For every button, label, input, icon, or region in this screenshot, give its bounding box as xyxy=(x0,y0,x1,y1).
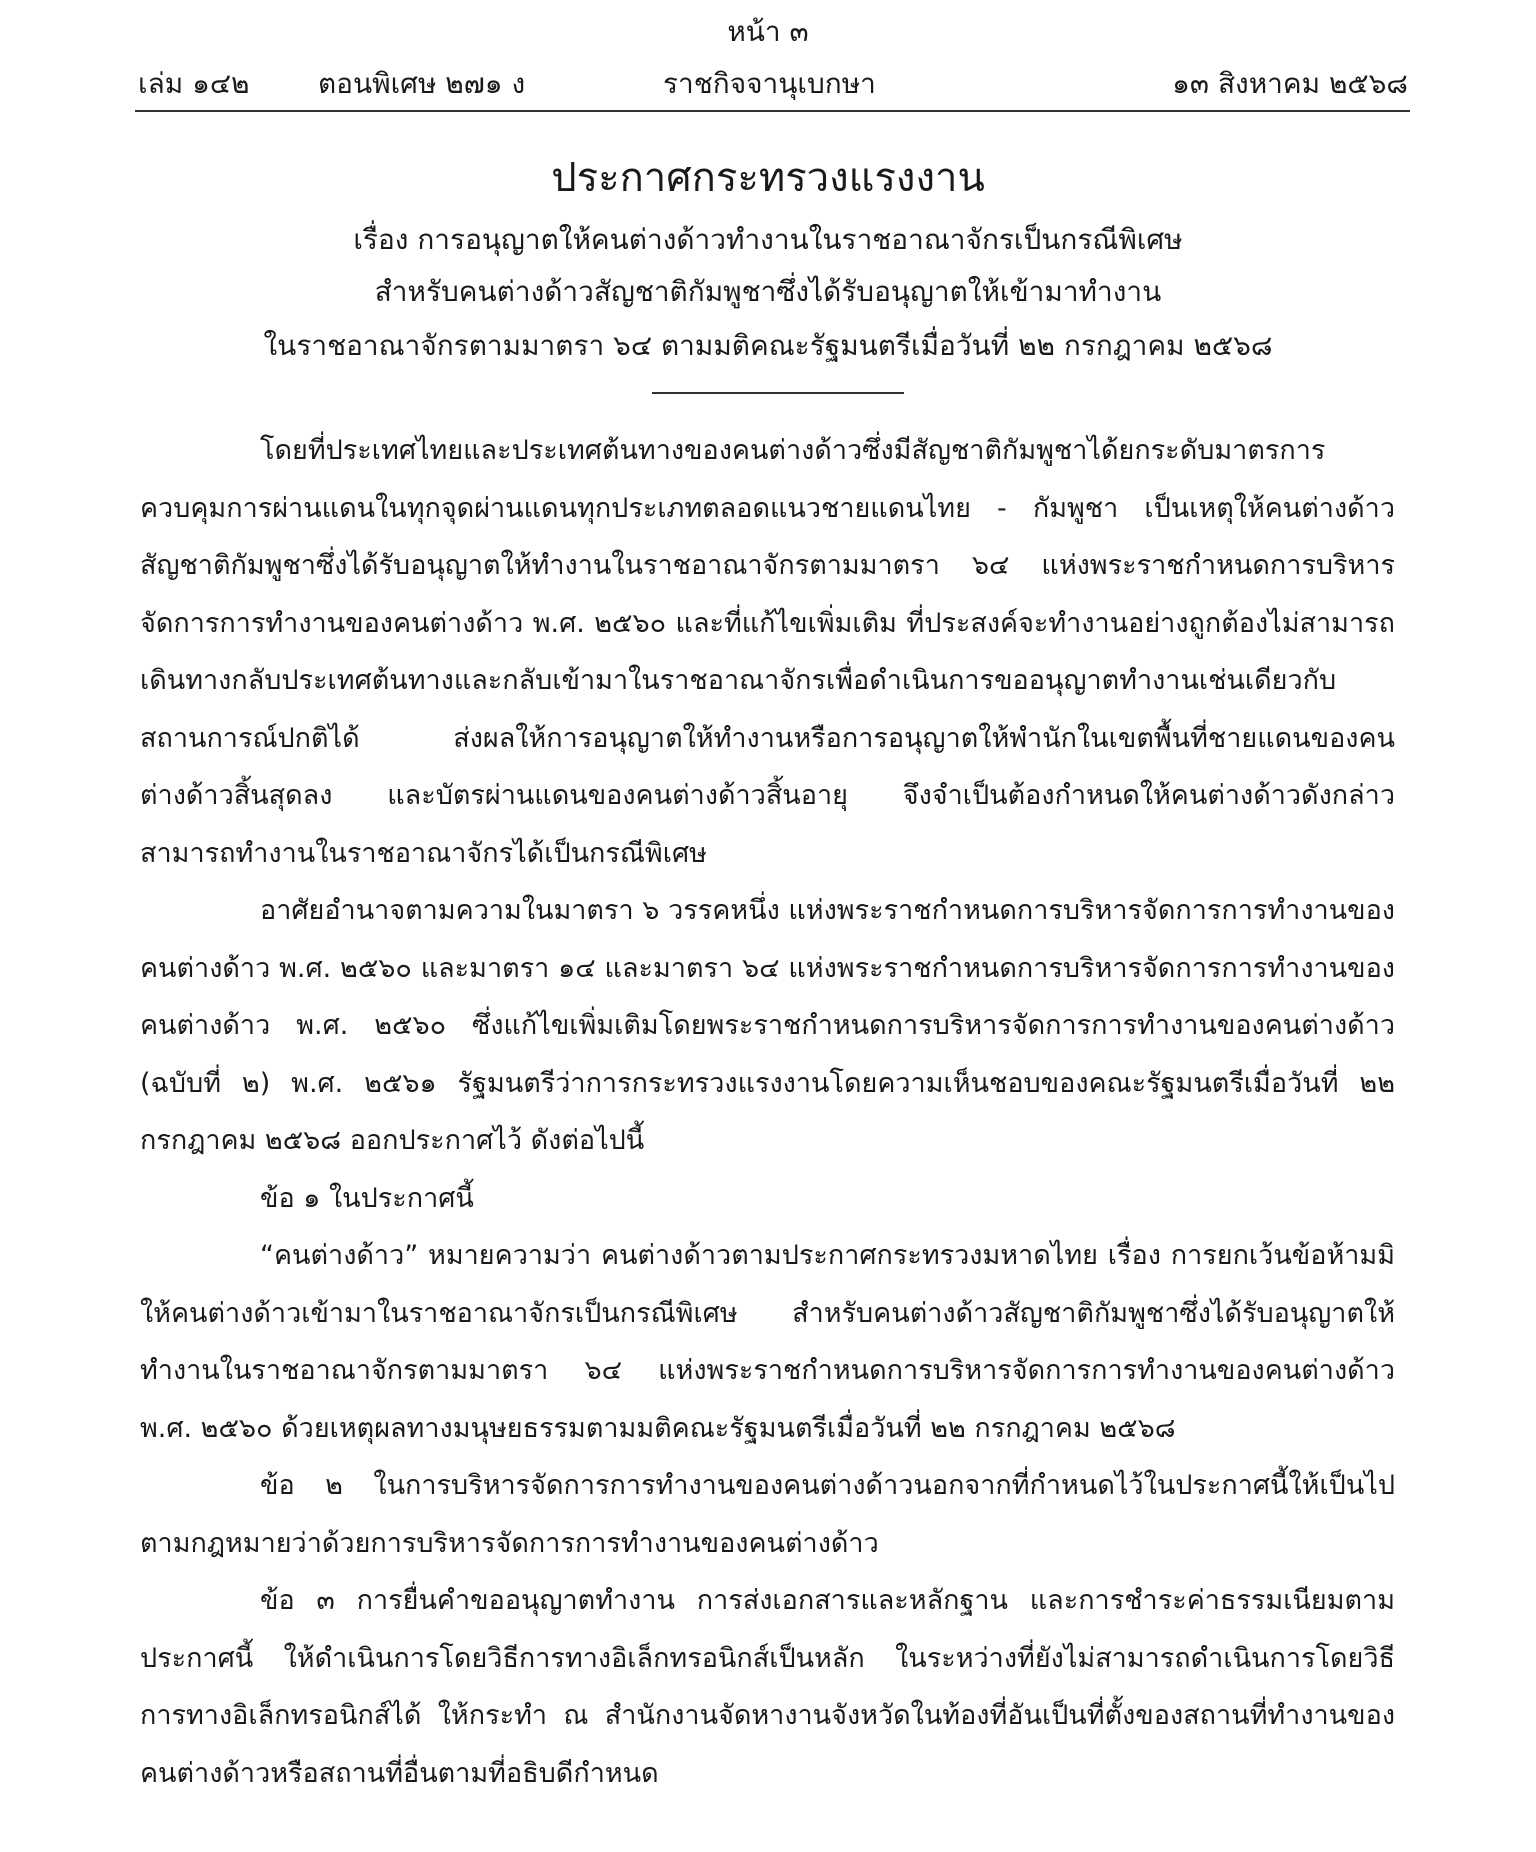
title-divider xyxy=(652,392,904,394)
authority-paragraph: อาศัยอำนาจตามความในมาตรา ๖ วรรคหนึ่ง แห่งพระราชกำหนดการบริหารจัดการการทำงานของคนต่างด้าว พ.ศ. ๒๕๖๐ และมาตรา ๑๔ และมาตรา ๖๔ แห่งพระราชกำหนดการบริหารจัดการการทำงานของคนต่างด้าว พ.ศ. ๒๕๖๐ ซึ่งแก้ไขเพิ่มเติมโดยพระราชกำหนดการบริหารจัดการการทำงานของคนต่างด้าว (ฉบับที่ ๒) พ.ศ. ๒๕๖๑ รัฐมนตรีว่าการกระทรวงแรงงานโดยความเห็นชอบของคณะรัฐมนตรีเมื่อวันที่ ๒๒ กรกฎาคม ๒๕๖๘ ออกประกาศไว้ ดังต่อไปนี้ xyxy=(140,895,1395,1156)
publication-date: ๑๓ สิงหาคม ๒๕๖๘ xyxy=(1172,67,1408,100)
subject-line-3: ในราชอาณาจักรตามมาตรา ๖๔ ตามมติคณะรัฐมนตรีเมื่อวันที่ ๒๒ กรกฎาคม ๒๕๖๘ xyxy=(263,329,1273,362)
clause-1: ข้อ ๑ ในประกาศนี้ xyxy=(260,1182,474,1214)
subject-line-1: เรื่อง การอนุญาตให้คนต่างด้าวทำงานในราชอาณาจักรเป็นกรณีพิเศษ xyxy=(353,223,1183,256)
clause-3: ข้อ ๓ การยื่นคำขออนุญาตทำงาน การส่งเอกสารและหลักฐาน และการชำระค่าธรรมเนียมตามประกาศนี้ ให้ดำเนินการโดยวิธีการทางอิเล็กทรอนิกส์เป็นหลัก ในระหว่างที่ยังไม่สามารถดำเนินการโดยวิธีการทางอิเล็กทรอนิกส์ได้ ให้กระทำ ณ สำนักงานจัดหางานจังหวัดในท้องที่อันเป็นที่ตั้งของสถานที่ทำงานของคนต่างด้าวหรือสถานที่อื่นตามที่อธิบดีกำหนด xyxy=(140,1585,1395,1789)
definition-paragraph: “คนต่างด้าว” หมายความว่า คนต่างด้าวตามประกาศกระทรวงมหาดไทย เรื่อง การยกเว้นข้อห้ามมิให้คนต่างด้าวเข้ามาในราชอาณาจักรเป็นกรณีพิเศษ สำหรับคนต่างด้าวสัญชาติกัมพูชาซึ่งได้รับอนุญาตให้ทำงานในราชอาณาจักรตามมาตรา ๖๔ แห่งพระราชกำหนดการบริหารจัดการการทำงานของคนต่างด้าว พ.ศ. ๒๕๖๐ ด้วยเหตุผลทางมนุษยธรรมตามมติคณะรัฐมนตรีเมื่อวันที่ ๒๒ กรกฎาคม ๒๕๖๘ xyxy=(140,1240,1395,1444)
preamble-paragraph: โดยที่ประเทศไทยและประเทศต้นทางของคนต่างด้าวซึ่งมีสัญชาติกัมพูชาได้ยกระดับมาตรการควบคุมการผ่านแดนในทุกจุดผ่านแดนทุกประเภทตลอดแนวชายแดนไทย - กัมพูชา เป็นเหตุให้คนต่างด้าวสัญชาติกัมพูชาซึ่งได้รับอนุญาตให้ทำงานในราชอาณาจักรตามมาตรา ๖๔ แห่งพระราชกำหนดการบริหารจัดการการทำงานของคนต่างด้าว พ.ศ. ๒๕๖๐ และที่แก้ไขเพิ่มเติม ที่ประสงค์จะทำงานอย่างถูกต้องไม่สามารถเดินทางกลับประเทศต้นทางและกลับเข้ามาในราชอาณาจักรเพื่อดำเนินการขออนุญาตทำงานเช่นเดียวกับสถานการณ์ปกติได้ ส่งผลให้การอนุญาตให้ทำงานหรือการอนุญาตให้พำนักในเขตพื้นที่ชายแดนของคนต่างด้าวสิ้นสุดลง และบัตรผ่านแดนของคนต่างด้าวสิ้นอายุ จึงจำเป็นต้องกำหนดให้คนต่างด้าวดังกล่าวสามารถทำงานในราชอาณาจักรได้เป็นกรณีพิเศษ xyxy=(140,435,1395,869)
clause-2: ข้อ ๒ ในการบริหารจัดการการทำงานของคนต่างด้าวนอกจากที่กำหนดไว้ในประกาศนี้ให้เป็นไปตามกฎหมายว่าด้วยการบริหารจัดการการทำงานของคนต่างด้าว xyxy=(140,1470,1395,1559)
page-number: หน้า ๓ xyxy=(727,15,809,48)
gazette-name: ราชกิจจานุเบกษา xyxy=(663,67,876,100)
header-divider xyxy=(135,110,1410,112)
document-body xyxy=(140,422,1395,1802)
announcement-title: ประกาศกระทรวงแรงงาน xyxy=(551,155,985,201)
subject-line-2: สำหรับคนต่างด้าวสัญชาติกัมพูชาซึ่งได้รับอนุญาตให้เข้ามาทำงาน xyxy=(374,275,1162,308)
issue-number: ตอนพิเศษ ๒๗๑ ง xyxy=(318,67,526,100)
gazette-header xyxy=(138,62,1408,106)
volume-number: เล่ม ๑๔๒ xyxy=(138,67,250,100)
